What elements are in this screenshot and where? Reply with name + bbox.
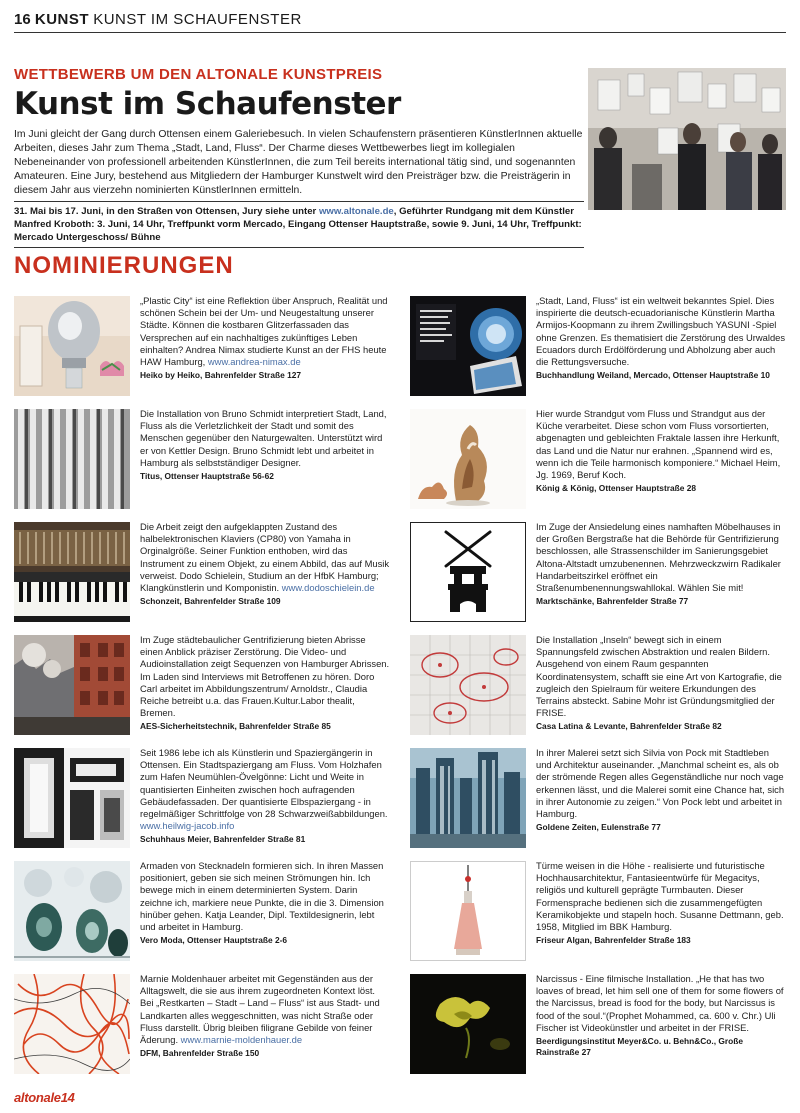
- artwork-thumbnail: [14, 748, 130, 848]
- nomination-entry: [14, 748, 390, 849]
- entry-text: Armaden von Stecknadeln formieren sich. In ihren Massen positioniert, geben sie sich meinen Strömungen hin. Ich bewege mich in einem determinierten System. Darin zeichne ich, markiere neue Punkte, die in die 3. Dimension hinüber gehen. Katja Leander, Dipl. Textildesignerin, lebt und arbeitet in Hamburg.: [140, 860, 384, 933]
- exhibition-photo: [588, 68, 786, 210]
- artwork-thumbnail: [410, 409, 526, 509]
- venue-address: Buchhandlung Weiland, Mercado, Ottenser Hauptstraße 10: [536, 370, 770, 381]
- entry-description: [140, 521, 390, 594]
- entry-text: Seit 1986 lebe ich als Künstlerin und Spaziergängerin in Ottensen. Ein Stadtspaziergang am Fluss. Vom Holzhafen zum Hafen Neumühlen-Övelgönne: Licht und Weite in quantisierten Einheiten zwischen hoch aufragenden Gebäudefassaden. Der quantisierte Elbspaziergang - in regelmäßiger Schrittfolge von 28 Schwarzweißabbildungen.: [140, 747, 388, 820]
- venue-address: Schonzeit, Bahrenfelder Straße 109: [140, 596, 281, 607]
- entry-description: [536, 634, 786, 719]
- entry-description: [536, 860, 786, 933]
- nomination-entry: [14, 409, 390, 510]
- entry-description: [536, 521, 786, 594]
- artwork-thumbnail: [14, 522, 130, 622]
- venue-address: Goldene Zeiten, Eulenstraße 77: [536, 822, 661, 833]
- altonale-link[interactable]: www.altonale.de: [318, 206, 394, 217]
- artwork-thumbnail: [410, 974, 526, 1074]
- entry-description: [140, 747, 390, 832]
- entry-description: [140, 634, 390, 719]
- entry-text: Die Arbeit zeigt den aufgeklappten Zustand des halbelektronischen Klaviers (CP80) von Yamaha in Orginalgröße. Seiner Funktion enthoben, wird das Instrument zu einem Objekt, zu einem Abbild, das auf Musik verweist. Dodo Schielein, Studium an der HfbK Hamburg; Klangkünstlerin und Komponistin.: [140, 521, 390, 594]
- artist-website-link[interactable]: www.heilwig-jacob.info: [140, 820, 235, 832]
- nomination-entry: [410, 748, 786, 849]
- venue-address: Beerdigungsinstitut Meyer&Co. u. Behn&Co., Große Rainstraße 27: [536, 1036, 744, 1058]
- venue-address: Titus, Ottenser Hauptstraße 56-62: [140, 471, 274, 482]
- artist-website-link[interactable]: www.dodoschielein.de: [281, 582, 375, 594]
- artwork-thumbnail: [14, 861, 130, 961]
- intro-text: Im Juni gleicht der Gang durch Ottensen einem Galeriebesuch. In vielen Schaufenstern präsentieren KünstlerInnen aktuelle Arbeiten, dieses Jahr zum Thema „Stadt, Land, Fluss“. Der Charme dieses Wettbewerbes liegt im kollegialen Nebeneinander von professionell arbeitenden KünstlerInnen, die zum Teil bereits international tätig sind, und sogenannten Amateuren. Eine Jury, bestehend aus Mitgliedern der Hamburger Kunstwelt wird den Preisträger bzw. die Preisträgerin in diesem Jahr aus vierzehn nominierten KünstlerInnen ermitteln.: [14, 129, 583, 196]
- artwork-thumbnail: [410, 522, 526, 622]
- left-column: [14, 296, 390, 1087]
- artwork-thumbnail: [14, 296, 130, 396]
- nomination-entry: [410, 522, 786, 623]
- venue-address: Friseur Algan, Bahrenfelder Straße 183: [536, 935, 691, 946]
- artist-website-link[interactable]: www.marnie-moldenhauer.de: [180, 1034, 303, 1046]
- entry-text: Hier wurde Strandgut vom Fluss und Strandgut aus der Küche verarbeitet. Diese schon vom Fluss vorsortierten, abgenagten und gebleichten Fraktale lassen ihre Herkunft, das Land und die Natur nur erahnen. „Spannend wird es, wenn ich die Teile harmonisch komponiere.“ Michael Heim, Jg. 1969, Beruf Koch.: [536, 408, 781, 481]
- entry-description: [536, 295, 786, 368]
- section-name: KUNST: [34, 11, 90, 28]
- venue-address: König & König, Ottenser Hauptstraße 28: [536, 483, 697, 494]
- altonale-logo: altonale14: [14, 1090, 75, 1105]
- nomination-entry: [14, 296, 390, 397]
- entry-description: [536, 747, 786, 820]
- venue-address: Marktschänke, Bahrenfelder Straße 77: [536, 596, 689, 607]
- artist-website-link[interactable]: www.andrea-nimax.de: [207, 356, 301, 368]
- nomination-entry: [410, 409, 786, 510]
- artwork-thumbnail: [410, 748, 526, 848]
- nomination-entry: [410, 861, 786, 962]
- entry-text: Im Zuge städtebaulicher Gentrifizierung bieten Abrisse einen Anblick präziser Zerstörung. Die Video- und Audioinstallation zeigt Sequenzen von Hamburger Abrissen. Im Laden sind Interviews mit Betroffenen zu hören. Doro Carl arbeitet im Abbildungszentrum/ Arnoldstr., Claudia Reiche betreibt u.a. das Frauen.Kultur.Labor thealit, Bremen.: [140, 634, 390, 719]
- nomination-entry: [14, 522, 390, 623]
- entry-description: [536, 973, 786, 1034]
- nomination-entry: [14, 635, 390, 736]
- entry-text: In ihrer Malerei setzt sich Silvia von Pock mit Stadtleben und Architektur auseinander. „Manchmal scheint es, als ob der strömende Regen alles Gegenständliche nur noch vage erkennen lässt, und die Malerei somit eine Chance hat, sich in ihrer Autonomie zu zeigen.“ Von Pock lebt und arbeitet in Hamburg.: [536, 747, 785, 820]
- venue-address: AES-Sicherheitstechnik, Bahrenfelder Straße 85: [140, 721, 331, 732]
- page-number: 16: [14, 11, 31, 28]
- entry-description: [140, 408, 390, 469]
- entry-text: Narcissus - Eine filmische Installation. „He that has two loaves of bread, let him sell one of them for some flowers of the Narcissus, bread is food for the body, but Narcissus is food of the soul.“(Prophet Mohammed, ca. 600 v. Chr.) Uli Fischer ist Videokünstler und arbeitet in der FRISE.: [536, 973, 784, 1033]
- nomination-entry: [410, 974, 786, 1075]
- nominations-heading: NOMINIERUNGEN: [14, 252, 234, 279]
- artwork-thumbnail: [410, 296, 526, 396]
- entry-description: [140, 860, 390, 933]
- nomination-entry: [14, 974, 390, 1075]
- article-kicker: WETTBEWERB UM DEN ALTONALE KUNSTPREIS: [14, 66, 383, 83]
- nomination-entry: [410, 635, 786, 736]
- dates-text-a: 31. Mai bis 17. Juni, in den Straßen von Ottensen, Jury siehe unter: [14, 206, 319, 217]
- venue-address: Heiko by Heiko, Bahrenfelder Straße 127: [140, 370, 302, 381]
- entry-text: Die Installation von Bruno Schmidt interpretiert Stadt, Land, Fluss als die Verletzlichkeit der Stadt und somit des Menschen gegenüber den Naturgewalten. Unterstützt wird er von Kettler Design. Bruno Schmidt lebt und arbeitet in Hamburg als selbstständiger Designer.: [140, 408, 387, 468]
- event-dates: [14, 201, 584, 248]
- dates-text-b: , Geführter Rundgang mit dem Künstler Manfred Kroboth: 3. Juni, 14 Uhr, Treffpunkt vorm Mercado, Eingang Ottenser Hauptstraße, sowie 9. Juni, 14 Uhr, Treffpunkt: Mercado Untergeschoss/ Bühne: [14, 206, 582, 243]
- entry-description: [140, 973, 390, 1046]
- venue-address: DFM, Bahrenfelder Straße 150: [140, 1048, 260, 1059]
- right-column: [410, 296, 786, 1087]
- artwork-thumbnail: [14, 635, 130, 735]
- subsection-name: KUNST IM SCHAUFENSTER: [93, 11, 302, 28]
- page-header: [14, 10, 786, 33]
- entry-description: [140, 295, 390, 368]
- nomination-entry: [14, 861, 390, 962]
- venue-address: Vero Moda, Ottenser Hauptstraße 2-6: [140, 935, 288, 946]
- artwork-thumbnail: [14, 409, 130, 509]
- entry-description: [536, 408, 786, 481]
- entry-text: Im Zuge der Ansiedelung eines namhaften Möbelhauses in der Großen Bergstraße hat die Behörde für Gentrifizierung beschlossen, alle Strassenschilder im Sanierungsgebiet Altona-Altstadt umzubenennen. Mehrzweckzwirn Radikaler Handarbeitszirkel eröffnet ein Straßenumbenennungswahllokal. Wählen Sie mit!: [536, 521, 781, 594]
- artwork-thumbnail: [14, 974, 130, 1074]
- entry-text: „Stadt, Land, Fluss“ ist ein weltweit bekanntes Spiel. Dies inspirierte die deutsch-ecuadorianische Künstlerin Martha Armijos-Koopmann zu ihrem Zwillingsbuch YASUNI -Spiel ohne Grenzen. Es thematisiert die Zerstörung des Urwaldes Ecuadors durch Erdölförderung und Abholzung aber auch die Rettungsversuche.: [536, 295, 786, 368]
- intro-block: [14, 66, 584, 248]
- artwork-thumbnail: [410, 635, 526, 735]
- venue-address: Casa Latina & Levante, Bahrenfelder Straße 82: [536, 721, 722, 732]
- artwork-thumbnail: [410, 861, 526, 961]
- venue-address: Schuhhaus Meier, Bahrenfelder Straße 81: [140, 834, 306, 845]
- entry-text: „Plastic City“ ist eine Reflektion über Anspruch, Realität und schönen Schein bei der Um- und Neugestaltung unserer Städte. Können die kostbaren Glitzerfassaden das Versprechen auf ein nachhaltiges zukünftiges Leben einhalten? Andrea Nimax studierte Kunst an der FHS heute HAW Hamburg,: [140, 295, 388, 368]
- entry-text: Die Installation „Inseln“ bewegt sich in einem Spannungsfeld zwischen Abstraktion und realen Bildern. Ausgehend von einem Raum gespannten Koordinatensystem, schafft sie eine Art von Kartografie, die zugleich den Spielraum für weitere Erkundungen des Terrains absteckt. Sabine Mohr ist Gründungsmitglied der FRISE.: [536, 634, 782, 719]
- nomination-entry: [410, 296, 786, 397]
- entry-text: Türme weisen in die Höhe - realisierte und futuristische Hochhausarchitektur, Fantasieentwürfe für Megacitys, religiös und kulturell geprägte Turmbauten. Dieser Formensprache bedienen sich die zusammengefügten Keramikobjekte und stapeln hoch. Susanne Dettmann, geb. 1958, Mitglied im BBK Hamburg.: [536, 860, 784, 933]
- entry-text: Marnie Moldenhauer arbeitet mit Gegenständen aus der Alltagswelt, die sie aus ihrem zugeordneten Kontext löst. Bei „Restkarten – Stadt – Land – Fluss“ ist aus Stadt- und Landkarten alles weggeschnitten, was nicht Straße oder Fluss darstellt. Übrig bleiben filigrane Gebilde von feiner Äderung.: [140, 973, 380, 1046]
- article-title: Kunst im Schaufenster: [14, 86, 401, 122]
